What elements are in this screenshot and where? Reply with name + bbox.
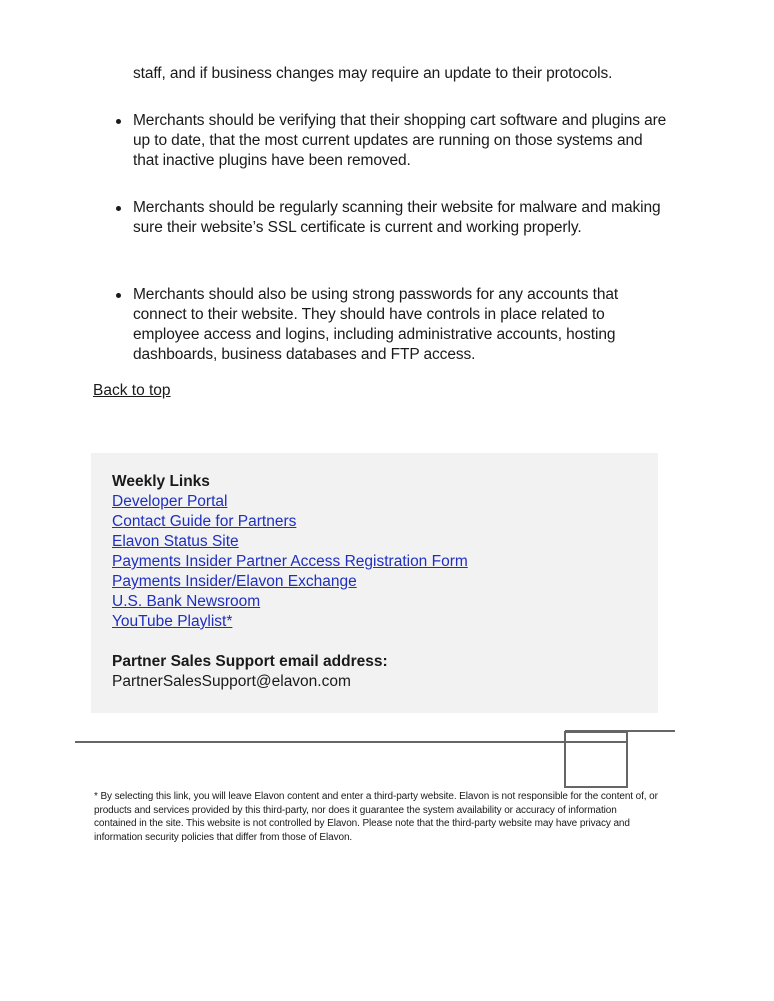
us-bank-newsroom-link[interactable]: U.S. Bank Newsroom (112, 593, 261, 610)
list-item (133, 111, 668, 171)
back-to-top-link[interactable]: Back to top (93, 382, 171, 399)
list-item (133, 198, 668, 238)
list-item-text: Merchants should also be using strong passwords for any accounts that connect to their website. They should have controls in place related to employee access and logins, including administrative accounts, hosting dashboards, business databases and FTP access. (133, 286, 619, 363)
list-item (133, 285, 668, 365)
bullet-continuation-text: staff, and if business changes may require an update to their protocols. (133, 65, 613, 82)
bullet-dot-icon (116, 119, 121, 124)
weekly-links-panel (91, 453, 658, 713)
support-email-title: Partner Sales Support email address: (112, 653, 388, 670)
youtube-playlist-link[interactable]: YouTube Playlist* (112, 613, 233, 630)
payments-insider-exchange-link[interactable]: Payments Insider/Elavon Exchange (112, 573, 357, 590)
weekly-links-title: Weekly Links (112, 473, 210, 490)
support-email-address: PartnerSalesSupport@elavon.com (112, 673, 351, 690)
contact-guide-link[interactable]: Contact Guide for Partners (112, 513, 297, 530)
bullet-dot-icon (116, 206, 121, 211)
bullet-dot-icon (116, 293, 121, 298)
developer-portal-link[interactable]: Developer Portal (112, 493, 228, 510)
decorative-frame (564, 731, 628, 788)
list-item-text: Merchants should be regularly scanning their website for malware and making sure their website’s SSL certificate is current and working properly. (133, 199, 661, 236)
footer-divider (75, 741, 627, 743)
partner-access-registration-link[interactable]: Payments Insider Partner Access Registration Form (112, 553, 468, 570)
elavon-status-site-link[interactable]: Elavon Status Site (112, 533, 239, 550)
third-party-disclaimer: * By selecting this link, you will leave Elavon content and enter a third-party website. Elavon is not responsible for the content of, or products and services provided by this third-party, nor does it guarantee the system availability or accuracy of information contained in the site. This website is not controlled by Elavon. Please note that the third-party website may have privacy and information security policies that differ from those of Elavon. (94, 791, 658, 843)
list-item-text: Merchants should be verifying that their shopping cart software and plugins are up to date, that the most current updates are running on those systems and that inactive plugins have been removed. (133, 112, 667, 169)
